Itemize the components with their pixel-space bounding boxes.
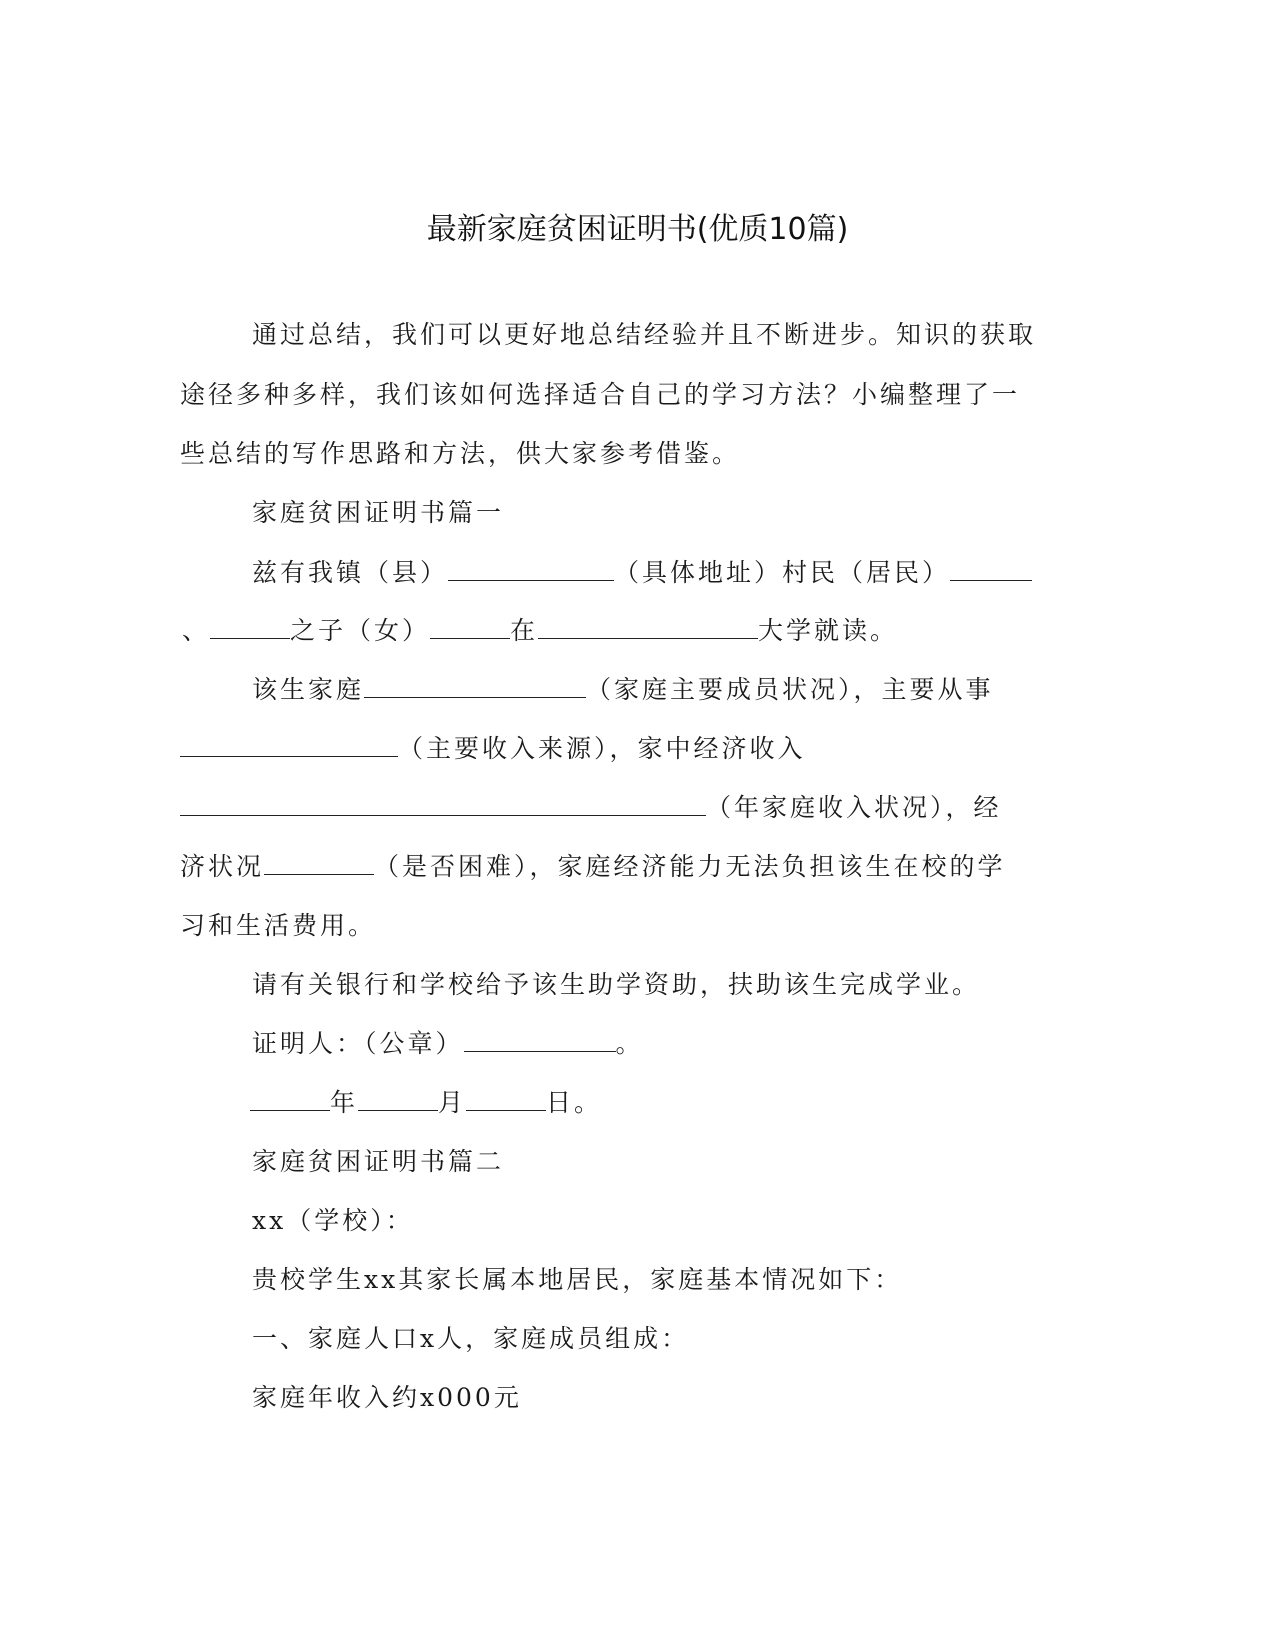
text-segment: （家庭主要成员状况），主要从事: [586, 675, 994, 704]
section-1-witness: [252, 1027, 644, 1061]
section-2-heading: 家庭贫困证明书篇二: [252, 1147, 505, 1176]
fill-blank: [430, 614, 510, 639]
text-segment: 日。: [546, 1088, 603, 1117]
text-segment: 该生家庭: [252, 675, 365, 704]
fill-blank: [250, 1086, 330, 1111]
text-segment: 月: [438, 1088, 467, 1117]
text-segment: （是否困难），家庭经济能力无法负担该生在校的学: [374, 852, 1006, 881]
text-segment: 证明人：（公章）: [252, 1029, 464, 1058]
section-1-line-4: [180, 732, 806, 766]
fill-blank: [466, 1086, 546, 1111]
section-2-paragraph-3: 家庭年收入约x000元: [252, 1383, 522, 1412]
section-2-paragraph-2: 一、家庭人口x人，家庭成员组成：: [252, 1324, 690, 1353]
fill-blank: [180, 791, 706, 816]
intro-line-3: 些总结的写作思路和方法，供大家参考借鉴。: [180, 439, 741, 468]
text-segment: （具体地址）村民（居民）: [614, 558, 951, 587]
fill-blank: [464, 1027, 616, 1052]
fill-blank: [358, 1086, 438, 1111]
section-1-date: [250, 1086, 602, 1120]
section-1-line-7: 习和生活费用。: [180, 911, 377, 940]
intro-line-2: 途径多种多样，我们该如何选择适合自己的学习方法？小编整理了一: [180, 380, 1021, 409]
intro-line-1: 通过总结，我们可以更好地总结经验并且不断进步。知识的获取: [252, 320, 1037, 349]
text-segment: 在: [510, 616, 539, 645]
section-1-line-2: [182, 614, 898, 648]
text-segment: （主要收入来源），家中经济收入: [398, 734, 806, 763]
text-segment: 大学就读。: [758, 616, 899, 645]
text-segment: 济状况: [180, 852, 265, 881]
section-1-line-6: [180, 850, 1006, 884]
fill-blank: [364, 673, 586, 698]
document-title: 最新家庭贫困证明书(优质10篇): [426, 212, 849, 247]
fill-blank: [950, 556, 1032, 581]
fill-blank: [180, 732, 398, 757]
text-segment: 、: [182, 616, 211, 645]
text-segment: 年: [330, 1088, 359, 1117]
fill-blank: [210, 614, 290, 639]
section-2-paragraph-1: 贵校学生xx其家长属本地居民，家庭基本情况如下：: [252, 1265, 903, 1294]
section-1-request: 请有关银行和学校给予该生助学资助，扶助该生完成学业。: [252, 970, 981, 999]
section-1-heading: 家庭贫困证明书篇一: [252, 498, 505, 527]
text-segment: 之子（女）: [290, 616, 431, 645]
fill-blank: [538, 614, 758, 639]
text-segment: （年家庭收入状况），经: [706, 793, 1002, 822]
fill-blank: [448, 556, 614, 581]
section-2-salutation: xx（学校）：: [252, 1206, 414, 1235]
section-1-line-1: [252, 556, 1032, 590]
section-1-line-3: [252, 673, 994, 707]
text-segment: 。: [615, 1029, 644, 1058]
text-segment: 兹有我镇（县）: [252, 558, 449, 587]
fill-blank: [264, 850, 374, 875]
section-1-line-5: [180, 791, 1002, 825]
